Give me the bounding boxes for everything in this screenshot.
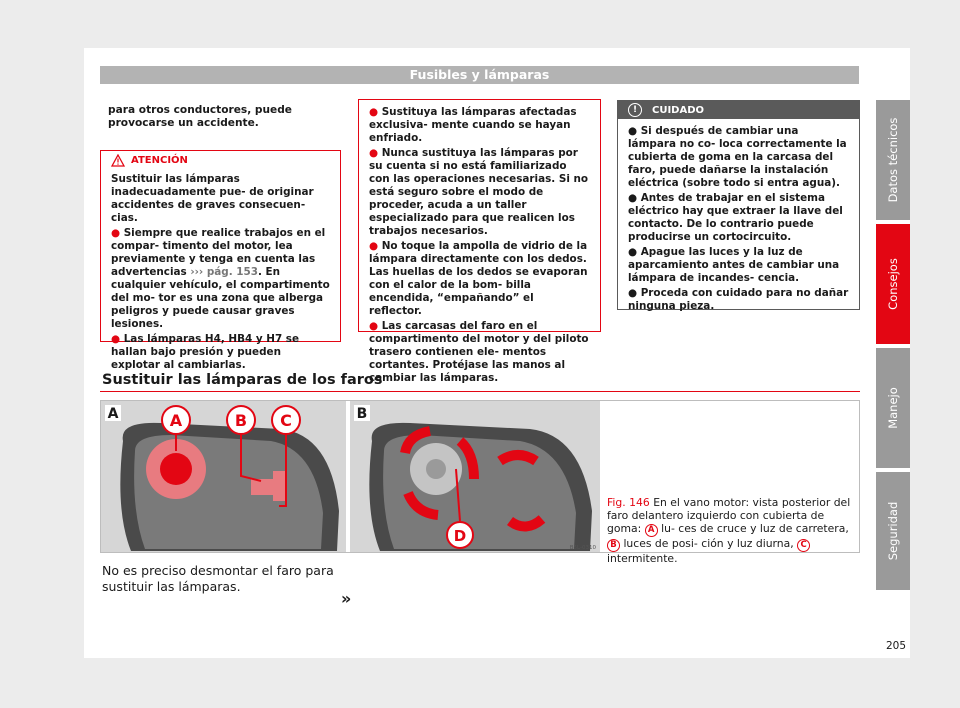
continue-marker: »: [341, 589, 352, 608]
warning-text: Sustituir las lámparas inadecuadamente pue- de originar accidentes de graves consecuen- cias.: [111, 173, 314, 224]
bullet-dot: ●: [628, 125, 641, 137]
label-b: B: [234, 411, 248, 430]
caution-header: [618, 101, 859, 119]
bullet-dot: ●: [369, 147, 382, 159]
bullet-dot: ●: [628, 192, 641, 204]
middle-bullet-4: [369, 320, 590, 385]
warning-body: [101, 169, 340, 372]
warning-bullet-1: [111, 227, 330, 331]
caution-body: [618, 119, 859, 313]
caption-text-3: luces de posi- ción y luz diurna,: [623, 537, 794, 550]
warning-triangle-icon: [111, 154, 125, 167]
tab-seguridad[interactable]: [876, 472, 910, 590]
warning-bullet-1-text-cont: . En cualquier vehículo, el compartimento del mo- tor es una zona que alberga peligros y puede causar graves lesiones.: [111, 266, 330, 330]
headlight-photo-a: [101, 401, 346, 552]
middle-bullet-1-text: Sustituya las lámparas afectadas exclusiva- mente cuando se hayan enfriado.: [369, 106, 577, 144]
caption-text-1: En el vano motor: vista posterior del faro delantero izquierdo con cubierta de goma:: [607, 496, 851, 535]
bullet-dot: ●: [369, 320, 382, 332]
middle-bullet-2-text: Nunca sustituya las lámparas por su cuenta si no está familiarizado con las operaciones necesarias. Si no está seguro sobre el modo de proceder, acuda a un taller especializado para que realicen los trabajos necesarios.: [369, 147, 589, 237]
middle-bullet-1: [369, 106, 590, 145]
image-code: B5L-0310: [569, 545, 596, 551]
bullet-dot: ●: [369, 240, 382, 252]
caution-bullet-2-text: Antes de trabajar en el sistema eléctrico hay que extraer la llave del contacto. De lo contrario puede producirse un cortocircuito.: [628, 192, 843, 243]
headlight-photo-b: [350, 401, 600, 552]
caution-bullet-2: [628, 192, 849, 244]
tab-datos-tecnicos[interactable]: [876, 100, 910, 220]
bullet-dot: ●: [628, 287, 641, 299]
label-c: C: [280, 411, 292, 430]
body-paragraph: No es preciso desmontar el faro para sustituir las lámparas.: [102, 563, 334, 594]
caution-icon: !: [628, 103, 642, 117]
tab-consejos[interactable]: [876, 224, 910, 344]
caption-marker-c: C: [797, 539, 810, 552]
bullet-dot: ●: [628, 246, 641, 258]
figure-caption: [607, 496, 855, 565]
section-title: Sustituir las lámparas de los faros: [102, 372, 383, 388]
caution-bullet-4-text: Proceda con cuidado para no dañar ninguna pieza.: [628, 287, 849, 312]
caption-marker-a: A: [645, 524, 658, 537]
label-a: A: [169, 411, 183, 430]
caption-marker-b: B: [607, 539, 620, 552]
warning-bullet-1-text: Siempre que realice trabajos en el compar- timento del motor, lea previamente y tenga en cuenta las advertencias: [111, 227, 326, 278]
panel-a-letter: A: [107, 406, 119, 422]
caution-bullet-1: [628, 125, 849, 190]
warning-header: [101, 151, 340, 169]
bullet-dot: ●: [111, 227, 124, 239]
left-intro-text: [108, 104, 336, 130]
tab-manejo[interactable]: [876, 348, 910, 468]
intro-paragraph: para otros conductores, puede provocarse un accidente.: [108, 104, 292, 129]
page-number: 205: [886, 640, 907, 652]
bullet-dot: ●: [111, 333, 124, 345]
warning-continued-box: [358, 99, 601, 384]
middle-bullet-3-text: No toque la ampolla de vidrio de la lámpara directamente con los dedos. Las huellas de los dedos se evaporan con el calor de la bom- billa encendida, “empañando” el reflector.: [369, 240, 588, 317]
middle-bullet-4-text: Las carcasas del faro en el compartimento del motor y del piloto trasero contienen ele- mentos cortantes. Protéjase las manos al cambiar las lámparas.: [369, 320, 589, 384]
caution-bullet-4: [628, 287, 849, 313]
page-header: Fusibles y lámparas: [100, 66, 859, 84]
caution-bullet-3-text: Apague las luces y la luz de aparcamiento antes de cambiar una lámpara de incandes- cencia.: [628, 246, 840, 284]
panel-b-letter: B: [356, 406, 368, 422]
warning-bullet-2-text: Las lámparas H4, HB4 y H7 se hallan bajo presión y pueden explotar al cambiarlas.: [111, 333, 300, 371]
page-reference-link[interactable]: ››› pág. 153: [190, 266, 258, 278]
caution-bullet-3: [628, 246, 849, 285]
warning-box: [100, 150, 341, 371]
figure-number: Fig. 146: [607, 496, 650, 509]
caption-text-2: lu- ces de cruce y luz de carretera,: [661, 522, 849, 535]
warning-bullet-2: [111, 333, 330, 372]
tab-label: Seguridad: [886, 501, 900, 561]
caution-box: [617, 100, 860, 310]
bullet-dot: ●: [369, 106, 382, 118]
middle-bullet-2: [369, 147, 590, 238]
warning-continued-body: [359, 100, 600, 385]
caution-title: CUIDADO: [652, 104, 705, 116]
label-d: D: [453, 527, 467, 545]
section-divider: [100, 391, 860, 392]
caution-bullet-1-text: Si después de cambiar una lámpara no co- loca correctamente la cubierta de goma en la carcasa del faro, puede dañarse la instalación eléctrica (sobre todo si entra agua).: [628, 125, 847, 189]
tab-label: Manejo: [886, 387, 900, 429]
warning-title: ATENCIÓN: [131, 154, 188, 166]
middle-bullet-3: [369, 240, 590, 318]
tab-label: Datos técnicos: [886, 117, 900, 203]
tab-label: Consejos: [886, 258, 900, 310]
caption-text-4: intermitente.: [607, 552, 678, 565]
